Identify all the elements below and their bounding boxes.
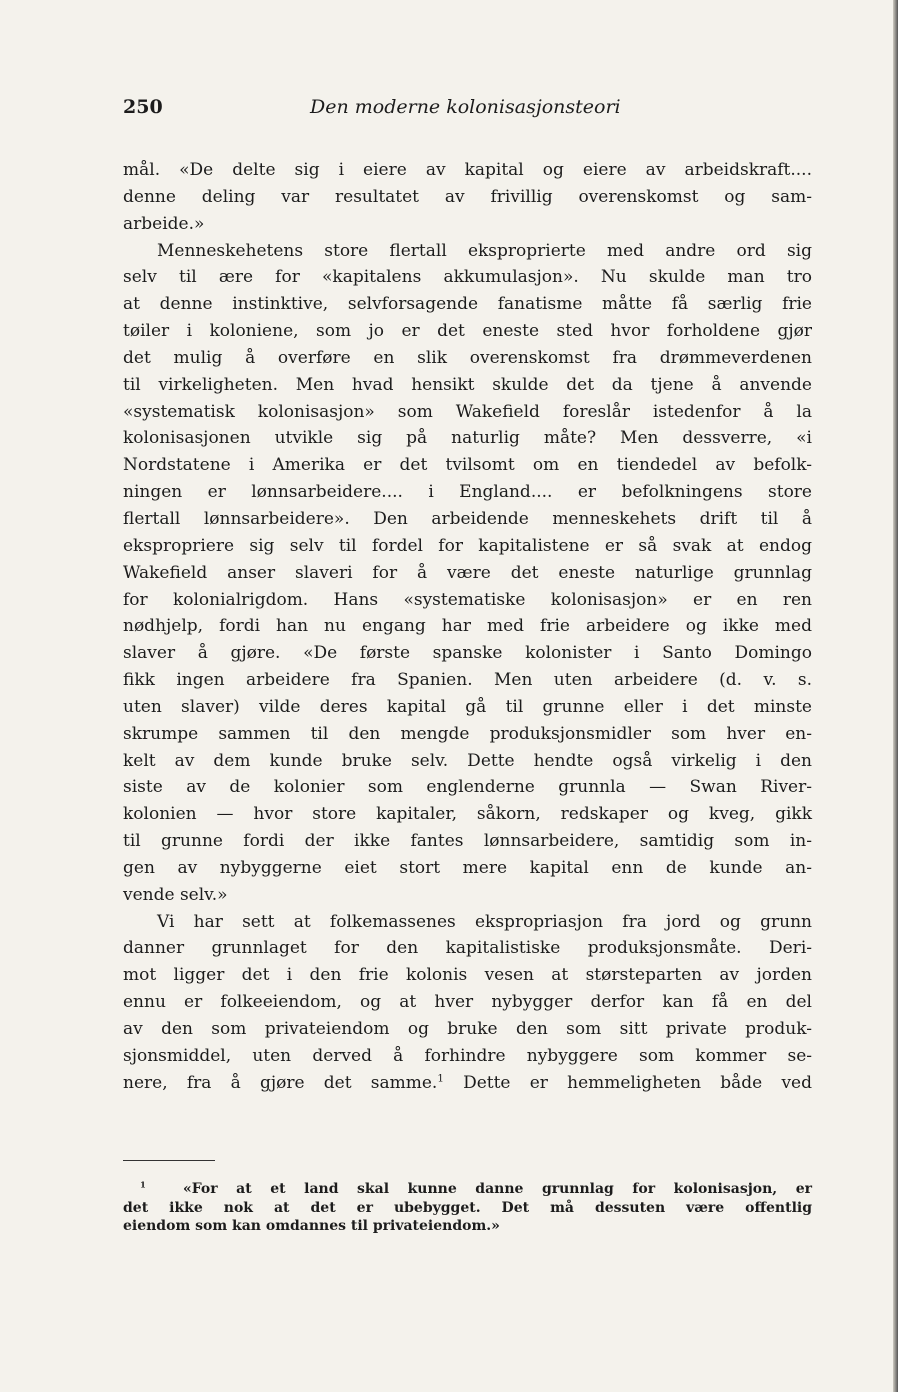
footnote-reference: 1 bbox=[437, 1073, 444, 1085]
text-line: Nordstatene i Amerika er det tvilsomt om en tiendedel av befolk- bbox=[123, 455, 812, 476]
text-line: det mulig å overføre en slik overenskomst fra drømmeverdenen bbox=[123, 347, 812, 368]
text-segment: nere, fra å gjøre det samme. bbox=[123, 1072, 438, 1093]
text-line: til grunne fordi der ikke fantes lønnsarbeidere, samtidig som in- bbox=[123, 831, 812, 852]
text-segment: Dette er hemmeligheten både ved bbox=[463, 1072, 812, 1093]
footnote-divider bbox=[123, 1160, 215, 1161]
text-line: skrumpe sammen til den mengde produksjonsmidler som hver en- bbox=[123, 723, 812, 744]
text-line: danner grunnlaget for den kapitalistiske produksjonsmåte. Deri- bbox=[123, 938, 812, 959]
text-line: til virkeligheten. Men hvad hensikt skulde det da tjene å anvende bbox=[123, 374, 812, 395]
running-title: Den moderne kolonisasjonsteori bbox=[310, 96, 621, 118]
text-line: tøiler i koloniene, som jo er det eneste sted hvor forholdene gjør bbox=[123, 321, 812, 342]
text-line: mot ligger det i den frie kolonis vesen at størsteparten av jorden bbox=[123, 965, 812, 986]
text-line: selv til ære for «kapitalens akkumulasjon». Nu skulde man tro bbox=[123, 267, 812, 288]
text-line: siste av de kolonier som englenderne grunnla — Swan River- bbox=[123, 777, 812, 798]
text-line: kelt av dem kunde bruke selv. Dette hendte også virkelig i den bbox=[123, 750, 812, 771]
text-line: Wakefield anser slaveri for å være det eneste naturlige grunnlag bbox=[123, 562, 812, 583]
page-number: 250 bbox=[123, 96, 163, 118]
footnote-line: eiendom som kan omdannes til privateiendom.» bbox=[123, 1218, 500, 1234]
text-line: Vi har sett at folkemassenes ekspropriasjon fra jord og grunn bbox=[157, 911, 812, 932]
text-line: ekspropriere sig selv til fordel for kapitalistene er så svak at endog bbox=[123, 535, 812, 556]
footnote-marker: 1 bbox=[140, 1179, 146, 1190]
text-line: «systematisk kolonisasjon» som Wakefield foreslår istedenfor å la bbox=[123, 401, 812, 422]
body-text bbox=[123, 157, 812, 1097]
text-line: mål. «De delte sig i eiere av kapital og eiere av arbeidskraft.... bbox=[123, 160, 812, 180]
text-line: Menneskehetens store flertall eksproprierte med andre ord sig bbox=[157, 240, 812, 261]
page-edge bbox=[893, 0, 898, 1392]
footnote-line bbox=[123, 1180, 812, 1199]
text-line: uten slaver) vilde deres kapital gå til grunne eller i det minste bbox=[123, 696, 812, 717]
text-line: slaver å gjøre. «De første spanske kolonister i Santo Domingo bbox=[123, 643, 812, 664]
footnote bbox=[123, 1180, 812, 1236]
text-line: ennu er folkeeiendom, og at hver nybygger derfor kan få en del bbox=[123, 992, 812, 1013]
text-line: vende selv.» bbox=[123, 884, 228, 905]
text-line: sjonsmiddel, uten derved å forhindre nybyggere som kommer se- bbox=[123, 1045, 812, 1066]
text-line: at denne instinktive, selvforsagende fanatisme måtte få særlig frie bbox=[123, 294, 812, 315]
text-line: gen av nybyggerne eiet stort mere kapital enn de kunde an- bbox=[123, 857, 812, 878]
footnote-line: det ikke nok at det er ubebygget. Det må dessuten være offentlig bbox=[123, 1199, 812, 1216]
text-line: kolonien — hvor store kapitaler, såkorn, redskaper og kveg, gikk bbox=[123, 804, 812, 825]
text-line: av den som privateiendom og bruke den som sitt private produk- bbox=[123, 1019, 812, 1039]
text-line: nødhjelp, fordi han nu engang har med frie arbeidere og ikke med bbox=[123, 616, 812, 637]
text-line: ningen er lønnsarbeidere.... i England.... er befolkningens store bbox=[123, 482, 812, 503]
text-line: for kolonialrigdom. Hans «systematiske kolonisasjon» er en ren bbox=[123, 589, 812, 610]
footnote-text: «For at et land skal kunne danne grunnlag for kolonisasjon, er bbox=[182, 1181, 812, 1197]
text-line: denne deling var resultatet av frivillig overenskomst og sam- bbox=[123, 186, 812, 207]
text-line: flertall lønnsarbeidere». Den arbeidende menneskehets drift til å bbox=[123, 508, 812, 529]
text-line: kolonisasjonen utvikle sig på naturlig måte? Men dessverre, «i bbox=[123, 428, 812, 449]
text-line: arbeide.» bbox=[123, 213, 205, 234]
text-line bbox=[123, 1070, 812, 1097]
text-line: fikk ingen arbeidere fra Spanien. Men uten arbeidere (d. v. s. bbox=[123, 670, 812, 691]
